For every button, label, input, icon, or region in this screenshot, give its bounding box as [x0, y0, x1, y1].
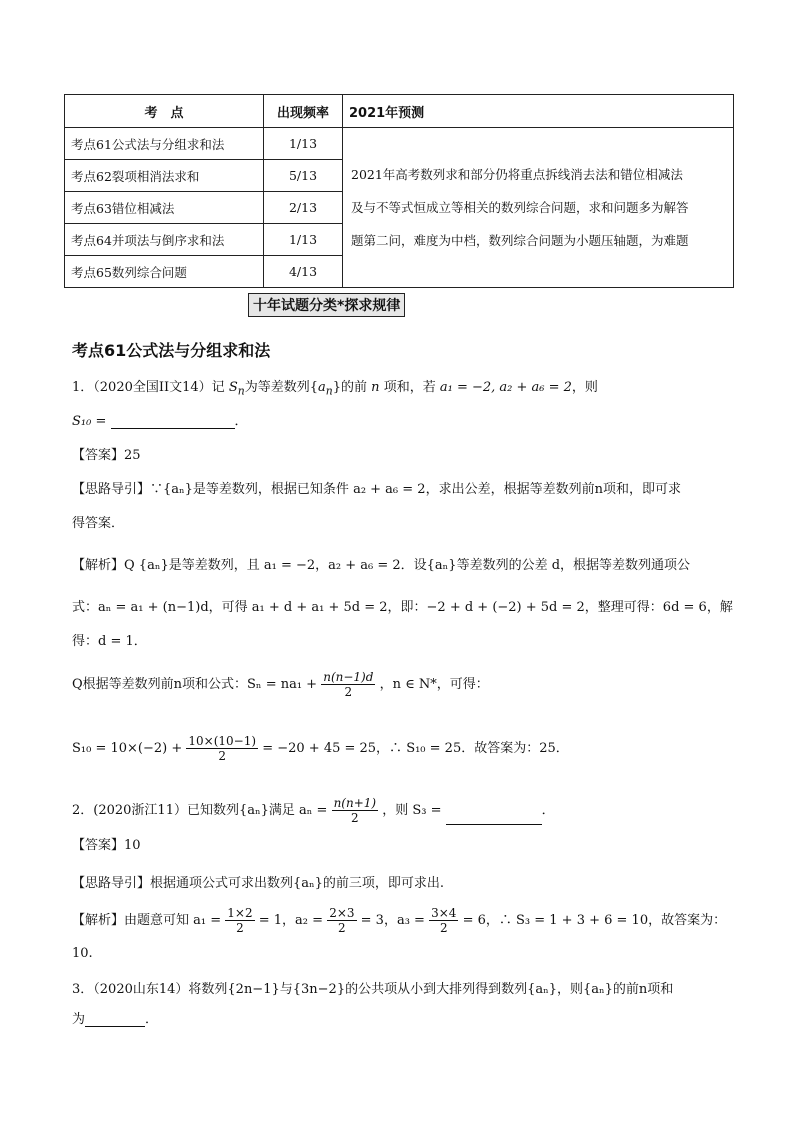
q1-stem-text5: ，则 — [571, 380, 598, 395]
formula-text: = 1，a₂ = — [258, 913, 324, 928]
prediction-cell — [343, 128, 734, 288]
frequency-cell: 4/13 — [264, 256, 343, 288]
q1-stem-text: 1．（2020全国II文14）记 — [72, 380, 225, 395]
answer-value: 10 — [124, 838, 141, 853]
fraction — [225, 906, 254, 935]
guide-text: ∵{aₙ}是等差数列，根据已知条件 a₂ + a₆ = 2，求出公差，根据等差数列前n项和，即可求 — [150, 482, 681, 497]
fraction-denominator: 2 — [236, 921, 244, 935]
fraction-denominator: 2 — [218, 749, 227, 763]
prediction-line: 2021年高考数列求和部分仍将重点拆线消去法和错位相减法 — [351, 167, 683, 182]
q2-answer — [72, 834, 141, 853]
q1-condition: a₁ = −2, a₂ + a₆ = 2 — [439, 380, 572, 395]
frequency-cell: 1/13 — [264, 224, 343, 256]
frequency-cell: 2/13 — [264, 192, 343, 224]
fraction-numerator: 1×2 — [227, 906, 253, 920]
formula-text: = 3，a₃ = — [360, 913, 425, 928]
header-topic: 考 点 — [65, 95, 264, 128]
fraction — [429, 906, 458, 935]
guide-label: 【思路导引】 — [72, 482, 151, 497]
prediction-line: 及与不等式恒成立等相关的数列综合问题，求和问题多为解答 — [351, 200, 689, 215]
q1-answer — [72, 444, 141, 463]
frequency-cell: 5/13 — [264, 160, 343, 192]
q1-stem-text4: 项和，若 — [383, 380, 436, 395]
frequency-cell: 1/13 — [264, 128, 343, 160]
section-title: 考点61公式法与分组求和法 — [72, 341, 271, 360]
fraction-numerator: n(n+1) — [333, 796, 377, 810]
topic-cell: 考点61公式法与分组求和法 — [65, 128, 264, 160]
q2-stem: 2．(2020浙江11）已知数列{aₙ}满足 aₙ = $\frac{n(n+1)}{2}$ ，则 S₃ = ． — [72, 796, 555, 825]
topic-cell: 考点63错位相减法 — [65, 192, 264, 224]
q1-solution-line5 — [72, 734, 569, 763]
q1-stem: 1．（2020全国II文14）记 $S_n$为等差数列$\{a_n\}$的前 n 项和，若 a₁ = −2, a₂ + a₆ = 2，则 — [72, 380, 598, 398]
section-banner: 十年试题分类*探求规律 — [248, 293, 405, 317]
q3-stem-cont: 为 ． — [72, 1012, 159, 1027]
topic-frequency-table — [64, 94, 734, 288]
fraction-numerator: 3×4 — [431, 906, 457, 920]
fraction — [332, 796, 379, 825]
solution-label: 【解析】 — [72, 558, 125, 573]
formula-text: ，n ∈ N*，可得： — [379, 677, 489, 692]
q1-solution-line4 — [72, 670, 489, 699]
answer-label: 【答案】 — [72, 838, 125, 853]
q2-solution — [72, 906, 726, 935]
prediction-line: 题第二问，难度为中档，数列综合问题为小题压轴题，为难题 — [351, 233, 689, 248]
fraction-denominator: 2 — [338, 921, 346, 935]
fraction — [186, 734, 258, 763]
fraction-denominator: 2 — [439, 921, 448, 935]
q1-sn: $S_n$ — [228, 380, 245, 398]
table-header-row — [65, 95, 734, 128]
formula-text: = 6，∴ S₃ = 1 + 3 + 6 = 10，故答案为： — [462, 913, 727, 928]
q1-guide — [72, 478, 681, 497]
guide-text: 根据通项公式可求出数列{aₙ}的前三项，即可求出. — [150, 876, 445, 891]
formula-text: 由题意可知 a₁ = — [124, 913, 222, 928]
q2-answer-blank — [446, 824, 542, 825]
header-prediction: 2021年预测 — [343, 95, 734, 128]
table-row — [65, 128, 734, 160]
header-frequency: 出现频率 — [264, 95, 343, 128]
q3-answer-blank — [85, 1026, 145, 1027]
topic-cell: 考点65数列综合问题 — [65, 256, 264, 288]
q1-s10: S₁₀ = — [72, 414, 107, 429]
fraction — [321, 670, 375, 699]
fraction-denominator: 2 — [344, 685, 353, 699]
q1-blank-line: S₁₀ = ． — [72, 414, 248, 429]
q3-stem: 3．（2020山东14）将数列{2n−1}与{3n−2}的公共项从小到大排列得到数列{aₙ}，则{aₙ}的前n项和 — [72, 982, 674, 997]
solution-text: Q {aₙ}是等差数列，且 a₁ = −2，a₂ + a₆ = 2．设{aₙ}等差数列的公差 d，根据等差数列通项公 — [124, 558, 691, 573]
guide-label: 【思路导引】 — [72, 876, 151, 891]
q2-guide — [72, 872, 444, 891]
q2-stem-text: 2．(2020浙江11）已知数列{aₙ}满足 aₙ = — [72, 803, 328, 818]
topic-cell: 考点62裂项相消法求和 — [65, 160, 264, 192]
fraction-denominator: 2 — [351, 811, 359, 825]
topic-cell: 考点64并项法与倒序求和法 — [65, 224, 264, 256]
fraction-numerator: 2×3 — [329, 906, 355, 920]
fraction — [327, 906, 356, 935]
q2-stem-text2: ，则 S₃ = — [382, 803, 442, 818]
answer-label: 【答案】 — [72, 448, 125, 463]
formula-text: S₁₀ = 10×(−2) + — [72, 741, 183, 756]
fraction-numerator: n(n−1)d — [323, 670, 374, 684]
formula-text: Q根据等差数列前n项和公式：Sₙ = na₁ + — [72, 677, 318, 692]
q1-guide-cont: 得答案． — [72, 516, 125, 531]
q1-solution-line3: 得：d = 1． — [72, 634, 147, 649]
fraction-numerator: 10×(10−1) — [188, 734, 257, 748]
formula-text: = −20 + 45 = 25，∴ S₁₀ = 25．故答案为：25． — [262, 741, 569, 756]
q3-stem-text2: 为 — [72, 1012, 86, 1027]
q1-answer-blank — [111, 428, 235, 429]
solution-label: 【解析】 — [72, 913, 125, 928]
q1-stem-text3: 的前 — [341, 380, 368, 395]
q2-solution-cont: 10. — [72, 946, 93, 961]
q1-stem-text2: 为等差数列 — [244, 380, 310, 395]
answer-value: 25 — [124, 448, 141, 463]
q1-solution-line2: 式：aₙ = a₁ + (n−1)d，可得 a₁ + d + a₁ + 5d = 2，即：−2 + d + (−2) + 5d = 2，整理可得：6d = 6，解 — [72, 600, 733, 615]
q1-solution — [72, 554, 690, 573]
